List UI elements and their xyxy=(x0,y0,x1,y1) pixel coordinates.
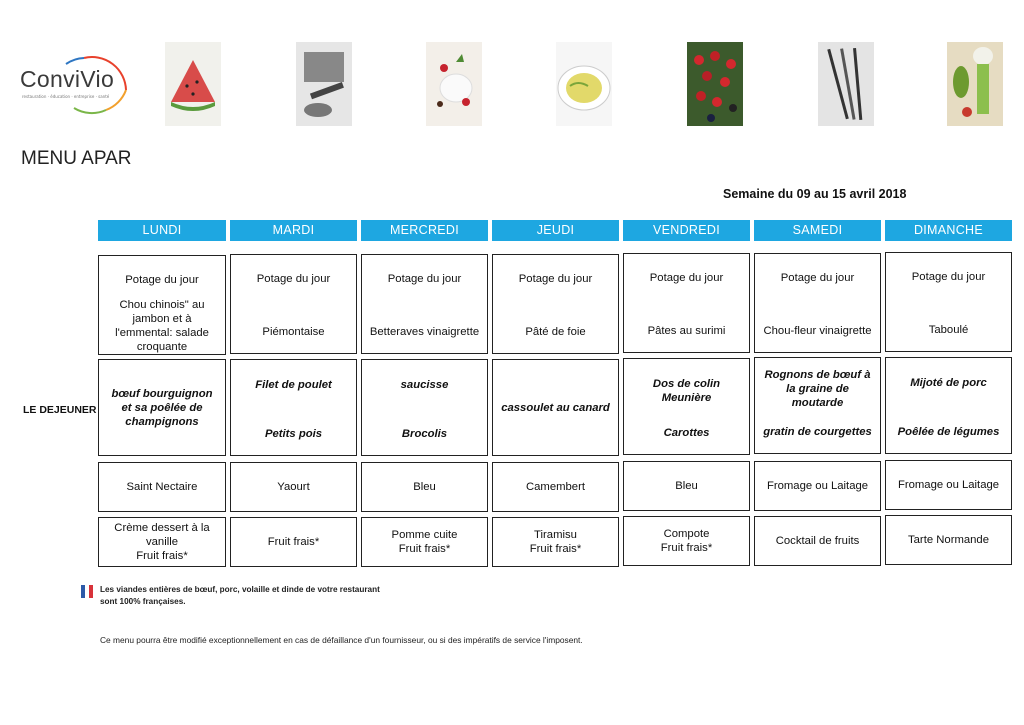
plat-cell-mercredi xyxy=(361,359,488,456)
plat-item: Petits pois xyxy=(264,428,323,440)
entree-item: Potage du jour xyxy=(387,273,462,285)
plat-cell-dimanche xyxy=(885,357,1012,454)
fromage-item: Camembert xyxy=(525,481,585,493)
entree-item: Pâté de foie xyxy=(525,326,586,338)
fromage-cell-samedi xyxy=(754,461,881,511)
vegetables-photo xyxy=(947,42,1003,126)
cutlery-photo xyxy=(818,42,874,126)
entree-item: Potage du jour xyxy=(780,272,855,284)
entree-cell-dimanche xyxy=(885,252,1012,352)
entree-item: Potage du jour xyxy=(649,272,724,284)
menu-disclaimer: Ce menu pourra être modifié exceptionnellement en cas de défaillance d'un fournisseur, ou si des impératifs de service l'imposent. xyxy=(100,635,583,645)
dessert-cell-dimanche xyxy=(885,515,1012,565)
dessert-item: Fruit frais* xyxy=(267,536,320,548)
dessert-cell-lundi xyxy=(98,517,226,567)
dessert-item: Fruit frais* xyxy=(398,543,451,555)
fromage-item: Fromage ou Laitage xyxy=(766,480,869,492)
dessert-item: Crème dessert à la vanille xyxy=(114,522,210,548)
menu-title: MENU APAR xyxy=(21,148,132,169)
plat-item: Filet de poulet xyxy=(255,379,332,391)
fromage-item: Saint Nectaire xyxy=(126,481,198,493)
dessert-item: Compote xyxy=(663,528,710,540)
chef-knife-photo xyxy=(296,42,352,126)
plat-item: Carottes xyxy=(663,427,710,439)
entree-cell-mercredi xyxy=(361,254,488,354)
entree-item: Potage du jour xyxy=(256,273,331,285)
dessert-cell-mercredi xyxy=(361,517,488,567)
plat-cell-mardi xyxy=(230,359,357,456)
day-header-samedi: SAMEDI xyxy=(754,220,881,241)
entree-item: Pâtes au surimi xyxy=(647,325,726,337)
meat-origin-note: Les viandes entières de bœuf, porc, volaille et dinde de votre restaurant sont 100% françaises. xyxy=(100,585,380,606)
dessert-item: Fruit frais* xyxy=(660,542,713,554)
entree-cell-vendredi xyxy=(623,253,750,353)
dessert-cell-mardi xyxy=(230,517,357,567)
entree-item: Piémontaise xyxy=(262,326,325,338)
day-header-mercredi: MERCREDI xyxy=(361,220,488,241)
dessert-cell-samedi xyxy=(754,516,881,566)
fromage-item: Bleu xyxy=(413,481,436,493)
fromage-cell-jeudi xyxy=(492,462,619,512)
dessert-item: Pomme cuite xyxy=(391,529,458,541)
fromage-item: Fromage ou Laitage xyxy=(897,479,1000,491)
fromage-item: Yaourt xyxy=(277,481,310,493)
dessert-cell-vendredi xyxy=(623,516,750,566)
entree-cell-jeudi xyxy=(492,254,619,354)
plat-cell-samedi xyxy=(754,357,881,454)
plat-cell-vendredi xyxy=(623,358,750,455)
plat-cell-lundi xyxy=(98,359,226,456)
plat-cell-jeudi xyxy=(492,359,619,456)
fromage-cell-dimanche xyxy=(885,460,1012,510)
soup-bowl-photo xyxy=(556,42,612,126)
meal-label: LE DEJEUNER xyxy=(23,404,97,416)
dessert-berries-photo xyxy=(426,42,482,126)
logo-wordmark: ConviVio xyxy=(20,66,115,92)
entree-item: Potage du jour xyxy=(518,273,593,285)
day-header-mardi: MARDI xyxy=(230,220,357,241)
entree-item: Chou chinois" au jambon et à l'emmental: salade croquante xyxy=(115,299,209,353)
fromage-cell-mercredi xyxy=(361,462,488,512)
dessert-item: Tiramisu xyxy=(534,529,577,541)
day-header-jeudi: JEUDI xyxy=(492,220,619,241)
plat-item: gratin de courgettes xyxy=(763,426,872,438)
entree-item: Taboulé xyxy=(928,324,969,336)
dessert-item: Cocktail de fruits xyxy=(775,535,860,547)
dessert-cell-jeudi xyxy=(492,517,619,567)
entree-item: Betteraves vinaigrette xyxy=(369,326,480,338)
plat-item: Brocolis xyxy=(401,428,448,440)
fromage-cell-vendredi xyxy=(623,461,750,511)
day-header-lundi: LUNDI xyxy=(98,220,226,241)
berries-salad-photo xyxy=(687,42,743,126)
plat-item: Dos de colin Meunière xyxy=(652,378,721,404)
fromage-cell-mardi xyxy=(230,462,357,512)
dessert-item: Tarte Normande xyxy=(908,534,989,546)
entree-cell-lundi xyxy=(98,255,226,355)
plat-item: Mijoté de porc xyxy=(910,377,987,389)
dessert-item: Fruit frais* xyxy=(136,550,188,562)
convivio-logo xyxy=(14,50,132,112)
entree-item: Chou-fleur vinaigrette xyxy=(763,325,872,337)
day-header-dimanche: DIMANCHE xyxy=(885,220,1012,241)
plat-item: bœuf bourguignon et sa poêlée de champignons xyxy=(111,387,213,428)
watermelon-photo xyxy=(165,42,221,126)
entree-cell-samedi xyxy=(754,253,881,353)
day-header-vendredi: VENDREDI xyxy=(623,220,750,241)
plat-item: Rognons de bœuf à la graine de moutarde xyxy=(764,369,871,409)
fromage-item: Bleu xyxy=(675,480,698,492)
plat-item: saucisse xyxy=(400,379,449,391)
plat-item: Poêlée de légumes xyxy=(897,426,1000,438)
week-range: Semaine du 09 au 15 avril 2018 xyxy=(723,187,907,201)
entree-item: Potage du jour xyxy=(125,274,199,286)
plat-item: cassoulet au canard xyxy=(501,401,610,414)
french-flag-icon xyxy=(81,585,93,598)
entree-cell-mardi xyxy=(230,254,357,354)
logo-tagline: restauration · éducation · entreprise · santé xyxy=(22,94,110,99)
fromage-cell-lundi xyxy=(98,462,226,512)
entree-item: Potage du jour xyxy=(911,271,986,283)
dessert-item: Fruit frais* xyxy=(529,543,582,555)
